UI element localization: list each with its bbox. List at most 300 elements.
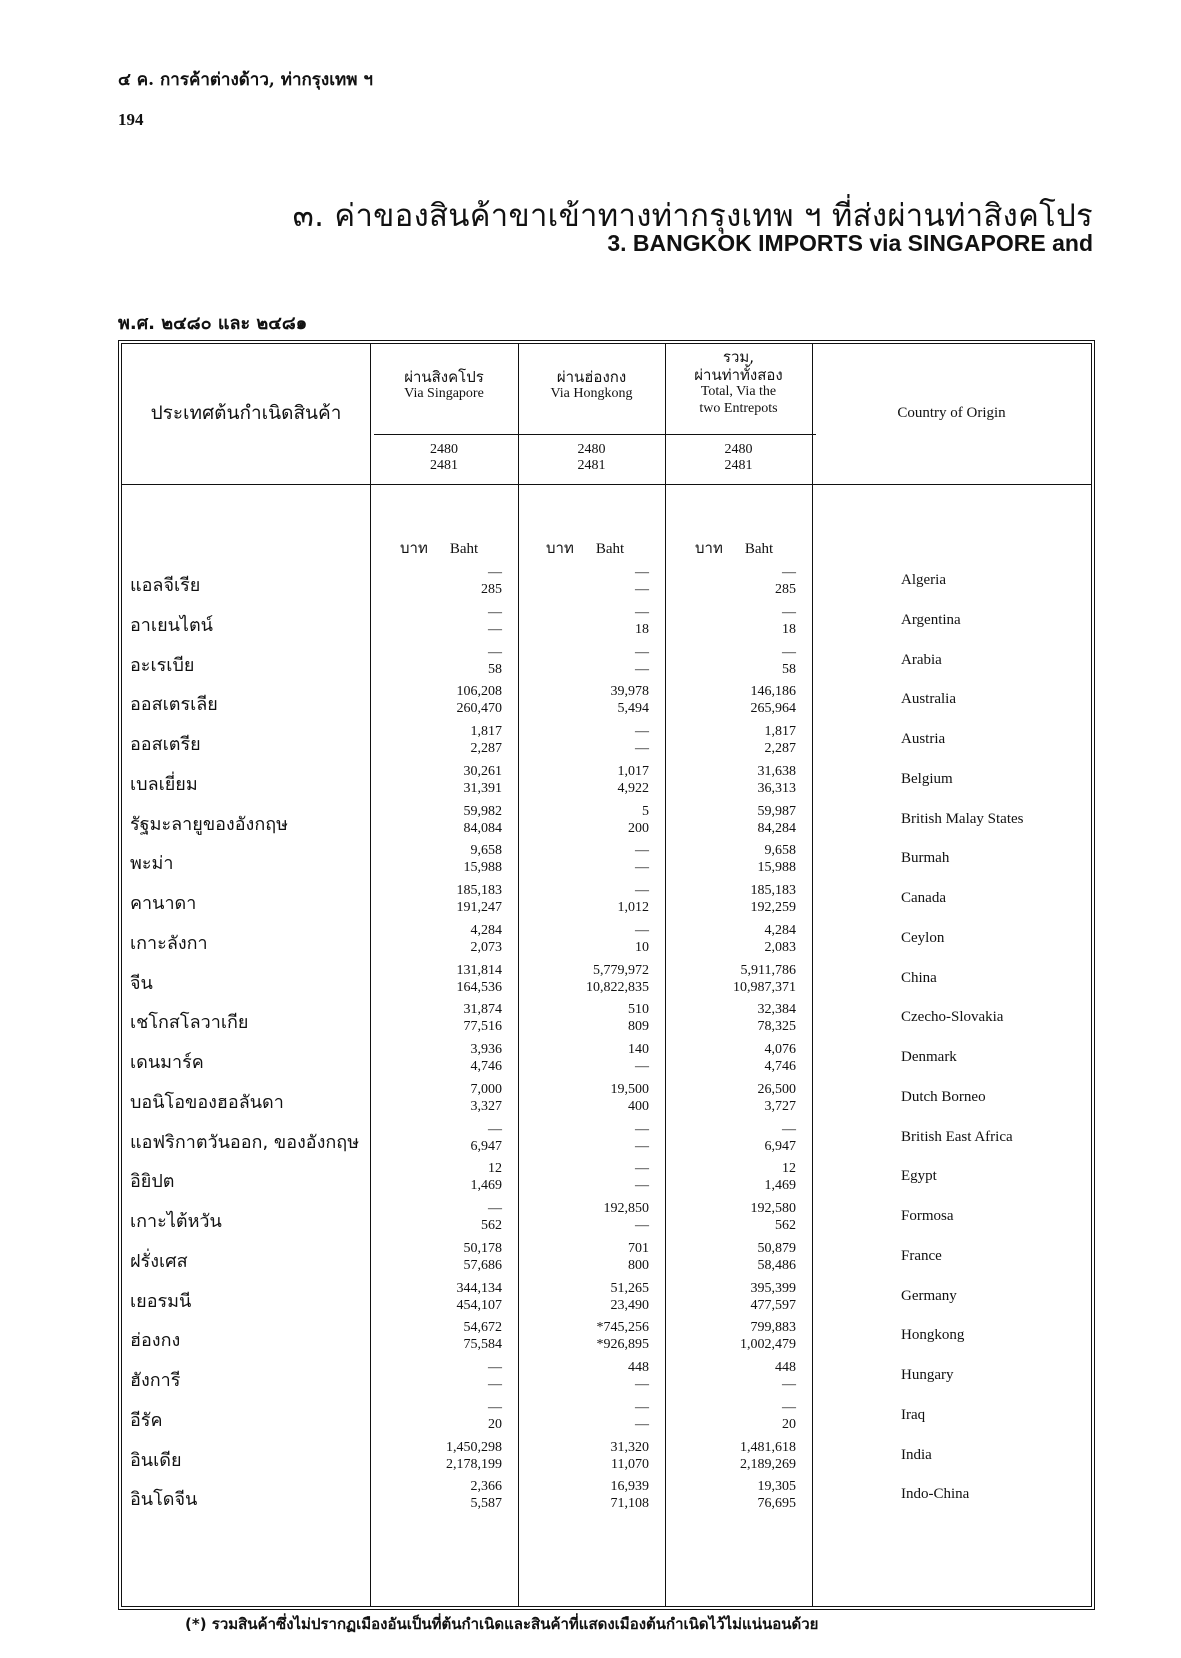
value-hk xyxy=(635,604,649,638)
value-2480: 16,939 xyxy=(610,1479,649,1495)
country-thai-name: เกาะลังกา xyxy=(130,932,208,954)
value-2481: — xyxy=(488,621,502,637)
value-2481: 57,686 xyxy=(463,1257,502,1273)
value-2480: 192,580 xyxy=(750,1201,796,1216)
value-2480: — xyxy=(635,843,649,859)
value-2481: 6,947 xyxy=(470,1138,502,1154)
value-hk xyxy=(597,1319,650,1353)
value-sg xyxy=(446,1439,502,1473)
value-sg xyxy=(488,604,502,638)
value-2481: 84,084 xyxy=(463,820,502,836)
country-thai-name: จีน xyxy=(130,972,153,994)
value-2481: 20 xyxy=(782,1416,796,1432)
value-2480: — xyxy=(635,565,649,580)
table-row xyxy=(122,1198,1091,1240)
value-2481: 76,695 xyxy=(757,1496,796,1512)
value-sg xyxy=(457,882,503,916)
value-2481: 36,313 xyxy=(757,780,796,796)
value-2480: 1,817 xyxy=(470,724,502,739)
country-english-name: France xyxy=(901,1247,942,1264)
value-2480: 2,366 xyxy=(470,1479,502,1495)
value-2480: 31,320 xyxy=(610,1439,649,1455)
header-divider xyxy=(122,484,1091,485)
header-years-total xyxy=(665,442,812,474)
country-english-name: Algeria xyxy=(901,572,946,588)
value-2481: 2,178,199 xyxy=(446,1456,502,1472)
year-label: พ.ศ. ๒๔๘๐ และ ๒๔๘๑ xyxy=(118,313,308,334)
value-2481: — xyxy=(635,741,649,756)
country-thai-name: แอฟริกาตวันออก, ของอังกฤษ xyxy=(130,1131,360,1153)
unit-label-total xyxy=(695,536,773,560)
country-english-name: Hongkong xyxy=(901,1327,965,1344)
value-2481: 78,325 xyxy=(757,1019,796,1035)
year-2480: 2480 xyxy=(724,442,753,457)
page-title-english: 3. BANGKOK IMPORTS via SINGAPORE and xyxy=(607,230,1093,256)
value-2481: 1,002,479 xyxy=(740,1337,796,1353)
value-total xyxy=(765,1160,797,1194)
table-row xyxy=(122,681,1091,723)
value-2480: 448 xyxy=(775,1360,796,1375)
header-years-singapore xyxy=(370,442,518,474)
table-row xyxy=(122,1476,1091,1518)
value-2481: 2,287 xyxy=(470,741,502,756)
value-2481: 454,107 xyxy=(456,1297,502,1313)
value-2480: 30,261 xyxy=(463,763,502,779)
value-2480: 4,076 xyxy=(764,1042,796,1057)
running-header: ๔ ค. การค้าต่างด้าว, ท่ากรุงเทพ ฯ xyxy=(118,70,373,90)
year-2481: 2481 xyxy=(577,458,606,474)
value-hk xyxy=(635,1160,649,1194)
value-2480: 54,672 xyxy=(463,1320,502,1336)
country-thai-name: เชโกสโลวาเกีย xyxy=(130,1012,249,1034)
table-row xyxy=(122,999,1091,1041)
value-total xyxy=(733,962,796,996)
value-2481: — xyxy=(635,1377,649,1392)
value-2480: — xyxy=(635,1161,649,1177)
value-2481: 1,469 xyxy=(470,1178,502,1194)
value-2480: 185,183 xyxy=(750,883,796,898)
header-total-thai-2: ผ่านท่าทั้งสอง xyxy=(694,366,783,384)
value-2481: 4,746 xyxy=(470,1059,502,1074)
country-english-name: China xyxy=(901,969,937,986)
country-thai-name: เยอรมนี xyxy=(130,1290,192,1312)
unit-en: Baht xyxy=(744,541,774,557)
country-english-name: Iraq xyxy=(901,1406,926,1423)
value-2480: 12 xyxy=(782,1161,796,1177)
year-2481: 2481 xyxy=(724,458,753,474)
country-thai-name: บอนิโอของฮอลันดา xyxy=(130,1091,284,1113)
value-2480: 1,017 xyxy=(617,763,649,779)
country-english-name: Burmah xyxy=(901,850,950,867)
country-english-name: Arabia xyxy=(901,651,942,668)
value-2480: 50,879 xyxy=(757,1240,796,1256)
value-2481: 5,494 xyxy=(617,701,649,717)
value-2481: — xyxy=(488,1377,502,1392)
value-2480: — xyxy=(635,604,649,620)
value-sg xyxy=(488,644,502,678)
value-hk xyxy=(586,962,649,996)
value-sg xyxy=(464,763,503,797)
value-2480: — xyxy=(635,724,649,739)
value-2480: 5,779,972 xyxy=(593,962,649,978)
value-2481: 2,083 xyxy=(764,939,796,955)
value-2481: 23,490 xyxy=(610,1297,649,1313)
imports-table xyxy=(118,340,1095,1610)
table-row xyxy=(122,1357,1091,1399)
value-2480: 146,186 xyxy=(750,684,796,700)
value-2481: 10,987,371 xyxy=(733,979,796,995)
value-total xyxy=(765,1121,797,1155)
country-thai-name: อาเยนไตน์ xyxy=(130,614,213,636)
country-english-name: Argentina xyxy=(901,611,961,628)
unit-en: Baht xyxy=(595,541,625,557)
value-hk xyxy=(611,1081,650,1115)
value-hk xyxy=(611,1439,650,1473)
value-2481: 562 xyxy=(481,1218,502,1233)
value-2481: — xyxy=(635,1416,649,1432)
value-2480: — xyxy=(488,644,502,660)
value-hk xyxy=(611,1478,650,1512)
table-row xyxy=(122,1397,1091,1439)
value-2480: 31,638 xyxy=(757,763,796,779)
value-hk xyxy=(611,1280,650,1314)
value-total xyxy=(782,604,796,638)
value-2481: 285 xyxy=(775,582,796,597)
value-total xyxy=(758,1478,797,1512)
value-2480: 1,481,618 xyxy=(740,1439,796,1455)
header-via-singapore xyxy=(370,368,518,403)
value-hk xyxy=(611,683,650,717)
header-total-thai-1: รวม, xyxy=(722,348,755,366)
unit-thai: บาท xyxy=(546,539,574,557)
unit-label-hongkong xyxy=(546,536,624,560)
value-2481: 3,727 xyxy=(764,1098,796,1114)
value-2480: — xyxy=(635,883,649,898)
value-sg xyxy=(457,962,503,996)
country-thai-name: อินโดจีน xyxy=(130,1489,198,1511)
value-2481: — xyxy=(635,582,649,597)
value-hk xyxy=(628,803,649,837)
value-2480: 5,911,786 xyxy=(740,962,796,978)
value-2480: 4,284 xyxy=(470,922,502,938)
value-hk xyxy=(635,842,649,876)
value-2480: 19,305 xyxy=(757,1479,796,1495)
country-english-name: Egypt xyxy=(901,1168,937,1185)
table-row xyxy=(122,801,1091,843)
value-2481: 2,073 xyxy=(470,939,502,955)
page-title-thai: ๓. ค่าของสินค้าขาเข้าทางท่ากรุงเทพ ฯ ที่ส่งผ่านท่าสิงคโปร xyxy=(292,198,1093,234)
country-english-name: Austria xyxy=(901,731,946,747)
header-via-singapore-en: Via Singapore xyxy=(404,386,484,401)
value-2481: 10 xyxy=(635,939,649,955)
value-2481: 2,287 xyxy=(764,741,796,756)
value-2480: 448 xyxy=(628,1360,649,1375)
country-english-name: Germany xyxy=(901,1287,957,1304)
value-2481: 58,486 xyxy=(757,1257,796,1273)
value-2480: 26,500 xyxy=(757,1081,796,1097)
value-2481: — xyxy=(635,661,649,677)
value-2481: 200 xyxy=(628,820,649,836)
value-2481: 400 xyxy=(628,1098,649,1114)
value-sg xyxy=(464,1240,503,1274)
country-thai-name: ออสเตรเลีย xyxy=(130,694,218,716)
header-total-en-1: Total, Via the xyxy=(700,384,777,399)
value-2480: 51,265 xyxy=(610,1280,649,1296)
year-separator xyxy=(374,434,816,435)
value-sg xyxy=(488,1399,502,1433)
country-thai-name: พะม่า xyxy=(130,853,174,875)
value-total xyxy=(751,1280,797,1314)
value-total xyxy=(765,723,797,757)
value-2480: — xyxy=(782,604,796,620)
value-sg xyxy=(471,1478,503,1512)
value-hk xyxy=(635,1399,649,1433)
value-total xyxy=(775,1359,796,1393)
table-row xyxy=(122,562,1091,604)
header-country-en: Country of Origin xyxy=(897,405,1006,421)
unit-en: Baht xyxy=(449,541,479,557)
country-thai-name: ฮังการี xyxy=(130,1370,181,1391)
country-thai-name: เดนมาร์ค xyxy=(130,1052,204,1073)
value-2481: — xyxy=(635,1138,649,1154)
value-hk xyxy=(635,922,649,956)
value-2480: 799,883 xyxy=(750,1320,796,1336)
value-2481: 191,247 xyxy=(456,900,502,915)
country-thai-name: เบลเยี่ยม xyxy=(130,773,198,795)
value-2480: — xyxy=(488,1399,502,1415)
value-2480: 12 xyxy=(488,1161,502,1177)
country-english-name: Belgium xyxy=(901,770,953,787)
value-2480: 9,658 xyxy=(470,843,502,859)
table-row xyxy=(122,1238,1091,1280)
value-2480: 1,450,298 xyxy=(446,1439,502,1455)
value-hk xyxy=(635,564,649,598)
header-via-hongkong xyxy=(518,368,665,403)
value-2481: 58 xyxy=(782,661,796,677)
country-thai-name: อินเดีย xyxy=(130,1449,182,1471)
value-2481: 84,284 xyxy=(757,820,796,836)
country-english-name: British Malay States xyxy=(901,810,1024,827)
value-2480: 510 xyxy=(628,1002,649,1018)
value-2480: 395,399 xyxy=(750,1280,796,1296)
value-2480: 185,183 xyxy=(456,883,502,898)
value-2481: 6,947 xyxy=(764,1138,796,1154)
table-row xyxy=(122,880,1091,922)
country-english-name: Denmark xyxy=(901,1049,957,1065)
table-row xyxy=(122,1079,1091,1121)
value-sg xyxy=(471,723,503,757)
value-hk xyxy=(618,882,650,916)
value-hk xyxy=(628,1240,649,1274)
country-thai-name: รัฐมะลายูของอังกฤษ xyxy=(130,813,288,835)
table-row xyxy=(122,840,1091,882)
value-2481: 3,327 xyxy=(470,1098,502,1114)
value-total xyxy=(751,683,797,717)
value-2481: 77,516 xyxy=(463,1019,502,1035)
value-total xyxy=(782,1399,796,1433)
value-hk xyxy=(628,1041,649,1075)
value-2480: 59,982 xyxy=(463,803,502,819)
value-total xyxy=(775,564,796,598)
value-2481: 164,536 xyxy=(456,979,502,995)
value-2481: *926,895 xyxy=(596,1337,649,1353)
value-sg xyxy=(471,1041,503,1075)
country-english-name: Canada xyxy=(901,890,946,906)
value-2480: 4,284 xyxy=(764,922,796,938)
country-thai-name: อะเรเบีย xyxy=(130,654,195,676)
value-2480: 1,817 xyxy=(764,724,796,739)
header-country-thai: ประเทศต้นกำเนิดสินค้า xyxy=(150,402,342,424)
value-2480: 9,658 xyxy=(764,843,796,859)
value-sg xyxy=(481,564,502,598)
country-thai-name: แอลจีเรีย xyxy=(130,575,201,596)
value-2480: 19,500 xyxy=(610,1081,649,1097)
value-2481: 18 xyxy=(635,621,649,637)
value-2481: 1,469 xyxy=(764,1178,796,1194)
value-2480: — xyxy=(488,604,502,620)
country-thai-name: อิยิปต xyxy=(130,1171,175,1193)
table-row xyxy=(122,1039,1091,1081)
table-row xyxy=(122,920,1091,962)
value-sg xyxy=(457,683,503,717)
country-thai-name: คานาดา xyxy=(130,893,197,914)
value-2480: 3,936 xyxy=(470,1042,502,1057)
value-2480: — xyxy=(488,1201,502,1216)
page-number: 194 xyxy=(118,110,144,129)
value-2481: 31,391 xyxy=(463,780,502,796)
value-2480: 131,814 xyxy=(456,962,502,978)
value-2480: 140 xyxy=(628,1042,649,1057)
value-2481: 285 xyxy=(481,582,502,597)
year-2481: 2481 xyxy=(430,458,458,474)
value-2481: 18 xyxy=(782,621,796,637)
value-total xyxy=(758,763,797,797)
value-2480: 106,208 xyxy=(456,684,502,700)
value-sg xyxy=(457,1280,503,1314)
table-row xyxy=(122,721,1091,763)
value-sg xyxy=(488,1359,502,1393)
value-total xyxy=(765,1041,797,1075)
value-2481: — xyxy=(635,1178,649,1194)
value-hk xyxy=(618,763,650,797)
value-2480: — xyxy=(488,1360,502,1375)
value-2481: — xyxy=(635,860,649,876)
value-hk xyxy=(635,723,649,757)
year-2480: 2480 xyxy=(430,442,458,457)
value-2481: 800 xyxy=(628,1257,649,1273)
value-2481: 71,108 xyxy=(610,1496,649,1512)
value-sg xyxy=(471,1081,503,1115)
value-2481: 11,070 xyxy=(611,1456,649,1472)
value-2480: — xyxy=(635,922,649,938)
value-2480: *745,256 xyxy=(596,1320,649,1336)
value-total xyxy=(740,1439,796,1473)
value-2481: 58 xyxy=(488,661,502,677)
country-thai-name: ออสเตรีย xyxy=(130,734,201,755)
value-2480: — xyxy=(782,1121,796,1137)
value-sg xyxy=(471,922,503,956)
value-2480: — xyxy=(782,644,796,660)
value-total xyxy=(758,1240,797,1274)
header-years-hongkong xyxy=(518,442,665,474)
value-sg xyxy=(464,803,503,837)
value-2480: 50,178 xyxy=(463,1240,502,1256)
value-total xyxy=(751,1200,797,1234)
value-2481: 20 xyxy=(488,1416,502,1432)
value-sg xyxy=(481,1200,502,1234)
value-2480: — xyxy=(635,644,649,660)
value-sg xyxy=(471,1160,503,1194)
header-via-singapore-thai: ผ่านสิงคโปร xyxy=(404,368,484,386)
value-2481: 15,988 xyxy=(757,860,796,876)
value-2480: — xyxy=(782,1399,796,1415)
value-2480: — xyxy=(488,565,502,580)
header-total-en-2: two Entrepots xyxy=(699,400,778,416)
value-2481: — xyxy=(782,1377,796,1392)
value-2481: 15,988 xyxy=(463,860,502,876)
value-2481: 75,584 xyxy=(463,1337,502,1353)
year-2480: 2480 xyxy=(577,442,606,457)
header-via-hongkong-en: Via Hongkong xyxy=(550,386,633,401)
value-2481: 1,012 xyxy=(617,900,649,915)
value-2481: — xyxy=(635,1218,649,1233)
table-row xyxy=(122,960,1091,1002)
value-2481: 2,189,269 xyxy=(740,1456,796,1472)
header-via-hongkong-thai: ผ่านฮ่องกง xyxy=(556,368,627,386)
value-sg xyxy=(464,1319,503,1353)
value-2480: — xyxy=(635,1121,649,1137)
value-hk xyxy=(628,1359,649,1393)
value-2480: 39,978 xyxy=(610,684,649,700)
value-2481: 4,746 xyxy=(764,1059,796,1074)
value-hk xyxy=(635,1121,649,1155)
value-2481: 477,597 xyxy=(750,1297,796,1313)
value-2481: 260,470 xyxy=(456,701,502,717)
value-total xyxy=(751,882,797,916)
country-thai-name: ฝรั่งเศส xyxy=(130,1250,188,1272)
country-english-name: Czecho-Slovakia xyxy=(901,1009,1004,1026)
value-sg xyxy=(464,1001,503,1035)
unit-thai: บาท xyxy=(400,539,428,557)
value-2480: 7,000 xyxy=(470,1081,502,1097)
unit-thai: บาท xyxy=(695,539,723,557)
table-row xyxy=(122,602,1091,644)
table-row xyxy=(122,1119,1091,1161)
value-2481: — xyxy=(635,1059,649,1074)
value-2481: 4,922 xyxy=(617,780,649,796)
value-2480: — xyxy=(635,1399,649,1415)
value-hk xyxy=(628,1001,649,1035)
value-total xyxy=(758,1081,797,1115)
value-total xyxy=(765,922,797,956)
country-english-name: British East Africa xyxy=(901,1128,1013,1145)
country-thai-name: เกาะไต้หวัน xyxy=(130,1211,222,1232)
country-english-name: Formosa xyxy=(901,1208,954,1224)
value-2481: 5,587 xyxy=(470,1496,502,1512)
value-hk xyxy=(635,644,649,678)
country-english-name: Indo-China xyxy=(901,1486,970,1503)
table-row xyxy=(122,761,1091,803)
value-2480: 192,850 xyxy=(603,1201,649,1216)
unit-label-singapore xyxy=(400,536,478,560)
value-2480: — xyxy=(488,1121,502,1137)
value-total xyxy=(782,644,796,678)
value-total xyxy=(758,842,797,876)
header-total xyxy=(665,348,812,418)
value-2481: 192,259 xyxy=(750,900,796,915)
value-total xyxy=(740,1319,796,1353)
value-2480: 5 xyxy=(642,803,649,819)
